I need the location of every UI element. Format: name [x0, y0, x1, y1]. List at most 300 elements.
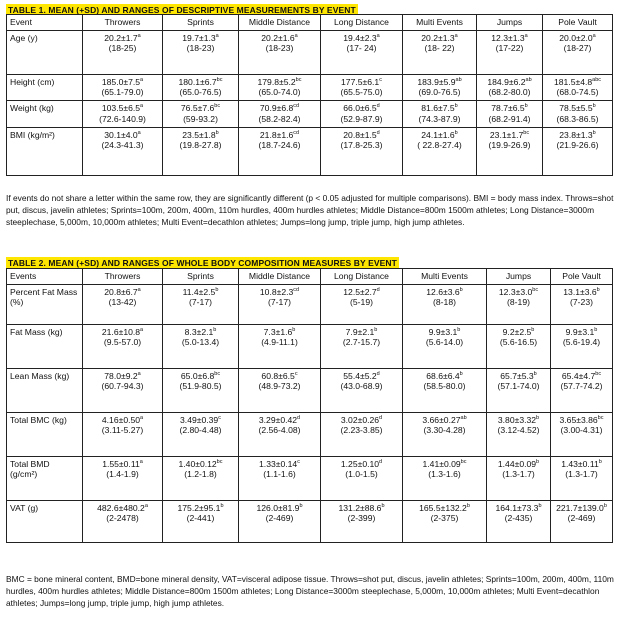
data-cell [163, 30, 239, 74]
cell-mean: 131.2±88.6 [338, 502, 382, 513]
row-label: Total BMD (g/cm²) [7, 456, 83, 500]
cell-mean: 175.2±95.1 [177, 502, 221, 513]
data-cell [239, 500, 321, 542]
cell-mean: 183.9±5.9 [417, 76, 456, 87]
table1-header-cell: Multi Events [403, 15, 477, 31]
cell-mean: 21.6±10.8 [101, 326, 141, 337]
table1-caption: TABLE 1. MEAN (+SD) AND RANGES OF DESCRIPTIVE MEASUREMENTS BY EVENT [8, 5, 356, 15]
cell-significance-letter: bc [460, 458, 467, 465]
cell-range: (18-25) [108, 43, 137, 54]
data-cell [487, 500, 551, 542]
data-cell [163, 500, 239, 542]
table1-body [7, 30, 613, 175]
data-cell [543, 74, 613, 100]
cell-significance-letter: b [536, 458, 540, 465]
cell-significance-letter: b [594, 326, 598, 333]
table1 [6, 14, 613, 176]
cell-mean: 20.8±6.7 [104, 286, 138, 297]
table1-header-cell: Jumps [477, 15, 543, 31]
cell-range: (58.2-82.4) [258, 113, 301, 124]
data-cell [321, 456, 403, 500]
table2-body [7, 284, 613, 542]
data-cell [239, 74, 321, 100]
cell-mean: 1.55±0.11 [102, 458, 140, 469]
table2-row [7, 500, 613, 542]
cell-range: (7-23) [570, 297, 593, 308]
cell-mean: 20.2±1.7 [104, 32, 138, 43]
cell-range: (2-399) [347, 513, 376, 524]
cell-mean: 68.6±6.4 [426, 370, 460, 381]
data-cell [477, 30, 543, 74]
cell-significance-letter: b [454, 103, 458, 110]
data-cell [83, 324, 163, 368]
cell-significance-letter: c [218, 414, 221, 421]
cell-range: (65.0-76.5) [179, 87, 222, 98]
data-cell [321, 30, 403, 74]
table2-row [7, 324, 613, 368]
cell-range: (5.0-13.4) [181, 337, 220, 348]
cell-significance-letter: bc [216, 458, 223, 465]
data-cell [239, 284, 321, 324]
cell-mean: 4.16±0.50 [101, 414, 141, 425]
data-cell [403, 101, 477, 127]
cell-range: (2.56-4.08) [258, 425, 301, 436]
cell-significance-letter: b [292, 326, 296, 333]
cell-mean: 55.4±5.2 [343, 370, 377, 381]
cell-significance-letter: c [297, 458, 300, 465]
data-cell [477, 74, 543, 100]
cell-significance-letter: a [592, 32, 596, 39]
cell-significance-letter: b [598, 458, 602, 465]
data-cell [543, 127, 613, 175]
cell-mean: 7.9±2.1 [345, 326, 375, 337]
cell-significance-letter: a [137, 32, 141, 39]
cell-range: (65.0-74.0) [258, 87, 301, 98]
cell-range: (57.1-74.0) [497, 381, 540, 392]
data-cell [163, 101, 239, 127]
cell-mean: 180.1±6.7 [178, 76, 217, 87]
data-cell [163, 456, 239, 500]
table2-header-cell: Long Distance [321, 269, 403, 285]
data-cell [321, 368, 403, 412]
cell-significance-letter: a [140, 103, 144, 110]
table1-row [7, 30, 613, 74]
data-cell [477, 127, 543, 175]
data-cell [83, 30, 163, 74]
cell-range: (13-42) [108, 297, 137, 308]
cell-range: (3.00-4.31) [560, 425, 603, 436]
cell-significance-letter: c [294, 370, 298, 377]
cell-range: (1.0-1.5) [345, 469, 378, 480]
cell-mean: 3.66±0.27 [422, 414, 461, 425]
cell-significance-letter: b [454, 129, 458, 136]
cell-significance-letter: b [533, 370, 537, 377]
cell-range: (5.6-14.0) [425, 337, 464, 348]
cell-range: (68.2-91.4) [488, 113, 531, 124]
cell-mean: 19.4±2.3 [343, 32, 377, 43]
data-cell [239, 368, 321, 412]
cell-significance-letter: abc [592, 76, 602, 83]
cell-significance-letter: b [592, 129, 596, 136]
cell-mean: 8.3±2.1 [184, 326, 214, 337]
cell-range: (52.9-87.9) [340, 113, 383, 124]
cell-significance-letter: a [524, 32, 528, 39]
cell-range: (1.1-1.6) [263, 469, 296, 480]
data-cell [239, 412, 321, 456]
table2-header-row [7, 269, 613, 285]
cell-range: (5.6-19.4) [562, 337, 601, 348]
cell-range: (2.80-4.48) [179, 425, 222, 436]
row-label: Weight (kg) [7, 101, 83, 127]
cell-significance-letter: bc [532, 286, 539, 293]
cell-mean: 9.9±3.1 [428, 326, 458, 337]
cell-range: (7-17) [268, 297, 291, 308]
cell-significance-letter: a [137, 286, 141, 293]
cell-significance-letter: b [459, 370, 463, 377]
cell-range: (18-23) [186, 43, 215, 54]
cell-range: (8-19) [507, 297, 530, 308]
table2-header-cell: Throwers [83, 269, 163, 285]
cell-range: (1.3-1.7) [565, 469, 598, 480]
cell-significance-letter: d [376, 129, 380, 136]
data-cell [163, 74, 239, 100]
cell-range: (21.9-26.6) [556, 140, 599, 151]
cell-mean: 78.7±6.5 [491, 103, 525, 114]
data-cell [487, 412, 551, 456]
cell-significance-letter: a [376, 32, 380, 39]
table2-header-cell: Sprints [163, 269, 239, 285]
cell-mean: 126.0±81.9 [256, 502, 300, 513]
row-label: Total BMC (kg) [7, 412, 83, 456]
data-cell [403, 74, 477, 100]
cell-significance-letter: cd [293, 103, 300, 110]
data-cell [83, 368, 163, 412]
data-cell [403, 324, 487, 368]
cell-mean: 164.1±73.3 [495, 502, 539, 513]
data-cell [403, 127, 477, 175]
cell-mean: 12.6±3.6 [426, 286, 460, 297]
table2-header-cell: Events [7, 269, 83, 285]
cell-significance-letter: b [538, 502, 542, 509]
cell-mean: 11.4±2.5 [182, 286, 216, 297]
table2-row [7, 456, 613, 500]
data-cell [239, 101, 321, 127]
cell-mean: 185.0±7.5 [101, 76, 141, 87]
cell-mean: 24.1±1.6 [421, 129, 455, 140]
cell-significance-letter: b [457, 326, 461, 333]
cell-mean: 103.5±6.5 [101, 103, 141, 114]
cell-range: (18.7-24.6) [258, 140, 301, 151]
cell-range: (3.30-4.28) [423, 425, 466, 436]
cell-significance-letter: a [215, 32, 219, 39]
data-cell [321, 324, 403, 368]
cell-range: (57.7-74.2) [560, 381, 603, 392]
cell-mean: 19.7±1.3 [182, 32, 216, 43]
cell-range: (4.9-11.1) [261, 337, 298, 348]
cell-significance-letter: bc [595, 370, 602, 377]
table2-footnote: BMC = bone mineral content, BMD=bone mineral density, VAT=visceral adipose tissue. Throws=shot put, discus, javelin athletes; Sprints=100m, 200m, 400m, 110m hurdles, 400m hurdles athletes; Middle Distance=800m 1500m athletes; Long Distance=3000m steeplechase, 5,000m, 10,000m athletes; Multi Event=decathlon athletes; Jumps=long jump, triple jump, high jump athletes. [6, 574, 614, 608]
cell-mean: 221.7±139.0 [556, 502, 604, 513]
cell-significance-letter: bc [597, 414, 604, 421]
cell-range: (24.3-41.3) [101, 140, 144, 151]
data-cell [239, 127, 321, 175]
cell-range: (1.2-1.8) [184, 469, 217, 480]
cell-mean: 70.9±6.8 [259, 103, 294, 114]
cell-mean: 1.25±0.10 [340, 458, 380, 469]
data-cell [163, 412, 239, 456]
cell-range: (58.5-80.0) [423, 381, 466, 392]
table1-header-cell: Pole Vault [543, 15, 613, 31]
table1-footnote: If events do not share a letter within the same row, they are significantly different (p < 0.05 adjusted for multiple comparisons). BMI = body mass index. Throws=shot put, discus, javelin athletes; Sprints=100m, 200m, 400m, 110m hurdles, 400m hurdles athletes; Middle Distance=800m 1500m athletes; Long Distance=3000m steeplechase, 5,000m, 10,000m athletes; Multi Event=decathlon athletes; Jumps=long jump, triple jump, high jump athletes. [6, 193, 614, 227]
data-cell [239, 324, 321, 368]
cell-significance-letter: bc [295, 76, 302, 83]
cell-significance-letter: a [140, 326, 144, 333]
cell-range: (59-93.2) [183, 113, 218, 124]
cell-mean: 30.1±4.0 [104, 129, 138, 140]
table1-row [7, 101, 613, 127]
cell-mean: 60.8±6.5 [261, 370, 295, 381]
cell-mean: 76.5±7.6 [180, 103, 215, 114]
table1-header-cell: Event [7, 15, 83, 31]
cell-mean: 1.41±0.09 [422, 458, 461, 469]
cell-significance-letter: d [376, 103, 380, 110]
cell-mean: 184.9±6.2 [487, 76, 526, 87]
cell-range: (2-469) [265, 513, 294, 524]
cell-range: (74.3-87.9) [418, 113, 461, 124]
cell-range: (60.7-94.3) [101, 381, 144, 392]
cell-mean: 21.8±1.6 [259, 129, 294, 140]
cell-significance-letter: b [459, 286, 463, 293]
row-label: Fat Mass (kg) [7, 324, 83, 368]
cell-mean: 66.0±6.5 [343, 103, 377, 114]
cell-significance-letter: b [374, 326, 378, 333]
cell-range: (2.7-15.7) [342, 337, 381, 348]
data-cell [83, 412, 163, 456]
table1-row [7, 127, 613, 175]
data-cell [321, 412, 403, 456]
cell-mean: 165.5±132.2 [419, 502, 467, 513]
data-cell [487, 456, 551, 500]
table2-caption: TABLE 2. MEAN (+SD) AND RANGES OF WHOLE BODY COMPOSITION MEASURES BY EVENT [8, 258, 397, 268]
data-cell [83, 74, 163, 100]
cell-mean: 20.2±1.3 [421, 32, 455, 43]
cell-mean: 177.5±6.1 [341, 76, 380, 87]
cell-mean: 65.7±5.3 [500, 370, 534, 381]
cell-mean: 12.3±1.3 [491, 32, 525, 43]
cell-range: (1.3-1.7) [502, 469, 535, 480]
cell-mean: 23.8±1.3 [559, 129, 593, 140]
cell-range: (2.23-3.85) [340, 425, 383, 436]
data-cell [163, 284, 239, 324]
data-cell [403, 284, 487, 324]
table1-row [7, 74, 613, 100]
cell-mean: 3.80±3.32 [497, 414, 537, 425]
cell-range: (3.12-4.52) [497, 425, 540, 436]
cell-significance-letter: bc [216, 76, 223, 83]
cell-significance-letter: a [144, 502, 148, 509]
cell-mean: 181.5±4.8 [553, 76, 593, 87]
cell-range: (17.8-25.3) [340, 140, 383, 151]
row-label: Height (cm) [7, 74, 83, 100]
cell-significance-letter: c [379, 76, 382, 83]
table1-header-cell: Middle Distance [239, 15, 321, 31]
cell-mean: 3.65±3.86 [559, 414, 598, 425]
cell-significance-letter: a [294, 32, 298, 39]
data-cell [551, 284, 613, 324]
table2-row [7, 368, 613, 412]
data-cell [321, 127, 403, 175]
data-cell [321, 74, 403, 100]
cell-range: (65.1-79.0) [101, 87, 144, 98]
cell-range: (18-27) [563, 43, 592, 54]
table1-header-cell: Throwers [83, 15, 163, 31]
cell-significance-letter: b [466, 502, 470, 509]
data-cell [321, 500, 403, 542]
cell-significance-letter: b [596, 286, 600, 293]
table2-header-cell: Multi Events [403, 269, 487, 285]
cell-range: (5.6-16.5) [499, 337, 538, 348]
table2-row [7, 284, 613, 324]
cell-mean: 3.02±0.26 [340, 414, 380, 425]
cell-significance-letter: bc [214, 370, 221, 377]
data-cell [83, 284, 163, 324]
cell-significance-letter: b [524, 103, 528, 110]
table2-header-cell: Pole Vault [551, 269, 613, 285]
cell-range: (1.4-1.9) [106, 469, 139, 480]
cell-range: (65.5-75.0) [340, 87, 383, 98]
cell-mean: 20.2±1.6 [261, 32, 295, 43]
cell-range: (68.0-74.5) [556, 87, 599, 98]
cell-mean: 9.2±2.5 [502, 326, 532, 337]
row-label: Age (y) [7, 30, 83, 74]
table1-header-cell: Sprints [163, 15, 239, 31]
cell-significance-letter: b [592, 103, 596, 110]
cell-mean: 12.5±2.7 [343, 286, 377, 297]
data-cell [83, 456, 163, 500]
cell-mean: 482.6±480.2 [97, 502, 145, 513]
cell-mean: 23.5±1.8 [182, 129, 216, 140]
cell-significance-letter: b [381, 502, 385, 509]
cell-range: (18-23) [265, 43, 294, 54]
cell-range: (17- 24) [346, 43, 377, 54]
data-cell [83, 127, 163, 175]
data-cell [403, 500, 487, 542]
data-cell [403, 368, 487, 412]
cell-significance-letter: bc [523, 129, 530, 136]
cell-range: (18- 22) [424, 43, 455, 54]
data-cell [321, 101, 403, 127]
data-cell [403, 30, 477, 74]
cell-significance-letter: d [297, 414, 301, 421]
data-cell [83, 500, 163, 542]
cell-range: (3.11-5.27) [101, 425, 144, 436]
cell-mean: 65.0±6.8 [180, 370, 215, 381]
cell-significance-letter: a [140, 414, 144, 421]
cell-range: (72.6-140.9) [99, 113, 146, 124]
cell-mean: 20.8±1.5 [343, 129, 377, 140]
cell-significance-letter: b [603, 502, 607, 509]
cell-range: (2-441) [186, 513, 215, 524]
data-cell [163, 127, 239, 175]
data-cell [551, 324, 613, 368]
row-label: Lean Mass (kg) [7, 368, 83, 412]
cell-significance-letter: d [379, 458, 383, 465]
cell-mean: 23.1±1.7 [489, 129, 524, 140]
cell-range: ( 22.8-27.4) [417, 140, 462, 151]
cell-significance-letter: d [376, 370, 380, 377]
data-cell [551, 456, 613, 500]
data-cell [543, 101, 613, 127]
cell-significance-letter: b [536, 414, 540, 421]
cell-range: (43.0-68.9) [340, 381, 383, 392]
cell-range: (48.9-73.2) [258, 381, 301, 392]
cell-range: (51.9-80.5) [179, 381, 222, 392]
cell-range: (7-17) [189, 297, 212, 308]
cell-mean: 3.29±0.42 [258, 414, 298, 425]
table2-header-cell: Jumps [487, 269, 551, 285]
table1-header-cell: Long Distance [321, 15, 403, 31]
cell-mean: 20.0±2.0 [559, 32, 593, 43]
cell-mean: 78.5±5.5 [559, 103, 593, 114]
cell-significance-letter: ab [455, 76, 462, 83]
cell-range: (68.3-86.5) [556, 113, 599, 124]
cell-mean: 9.9±3.1 [565, 326, 595, 337]
table2-row [7, 412, 613, 456]
cell-range: (17-22) [495, 43, 524, 54]
data-cell [543, 30, 613, 74]
data-cell [477, 101, 543, 127]
cell-mean: 179.8±5.2 [257, 76, 296, 87]
data-cell [239, 456, 321, 500]
cell-range: (19.9-26.9) [488, 140, 531, 151]
cell-mean: 1.43±0.11 [561, 458, 599, 469]
cell-mean: 12.3±3.0 [498, 286, 533, 297]
cell-significance-letter: bc [214, 103, 221, 110]
cell-range: (2-2478) [106, 513, 139, 524]
cell-range: (8-18) [433, 297, 456, 308]
cell-significance-letter: ab [525, 76, 532, 83]
data-cell [487, 324, 551, 368]
cell-significance-letter: b [299, 502, 303, 509]
cell-range: (2-375) [430, 513, 459, 524]
cell-mean: 10.8±2.3 [259, 286, 294, 297]
data-cell [551, 368, 613, 412]
data-cell [403, 412, 487, 456]
data-cell [163, 368, 239, 412]
cell-range: (19.8-27.8) [179, 140, 222, 151]
cell-range: (5-19) [350, 297, 373, 308]
cell-mean: 1.33±0.14 [259, 458, 298, 469]
cell-mean: 78.0±9.2 [104, 370, 138, 381]
cell-range: (68.2-80.0) [488, 87, 531, 98]
cell-significance-letter: b [215, 129, 219, 136]
cell-significance-letter: cd [293, 129, 300, 136]
cell-significance-letter: d [379, 414, 383, 421]
cell-range: (9.5-57.0) [103, 337, 142, 348]
cell-mean: 81.6±7.5 [421, 103, 455, 114]
cell-mean: 1.44±0.09 [497, 458, 537, 469]
cell-significance-letter: d [376, 286, 380, 293]
table1-header-row [7, 15, 613, 31]
cell-range: (2-469) [567, 513, 596, 524]
data-cell [83, 101, 163, 127]
cell-significance-letter: cd [293, 286, 300, 293]
cell-range: (69.0-76.5) [418, 87, 461, 98]
row-label: VAT (g) [7, 500, 83, 542]
cell-significance-letter: b [220, 502, 224, 509]
data-cell [487, 284, 551, 324]
data-cell [239, 30, 321, 74]
